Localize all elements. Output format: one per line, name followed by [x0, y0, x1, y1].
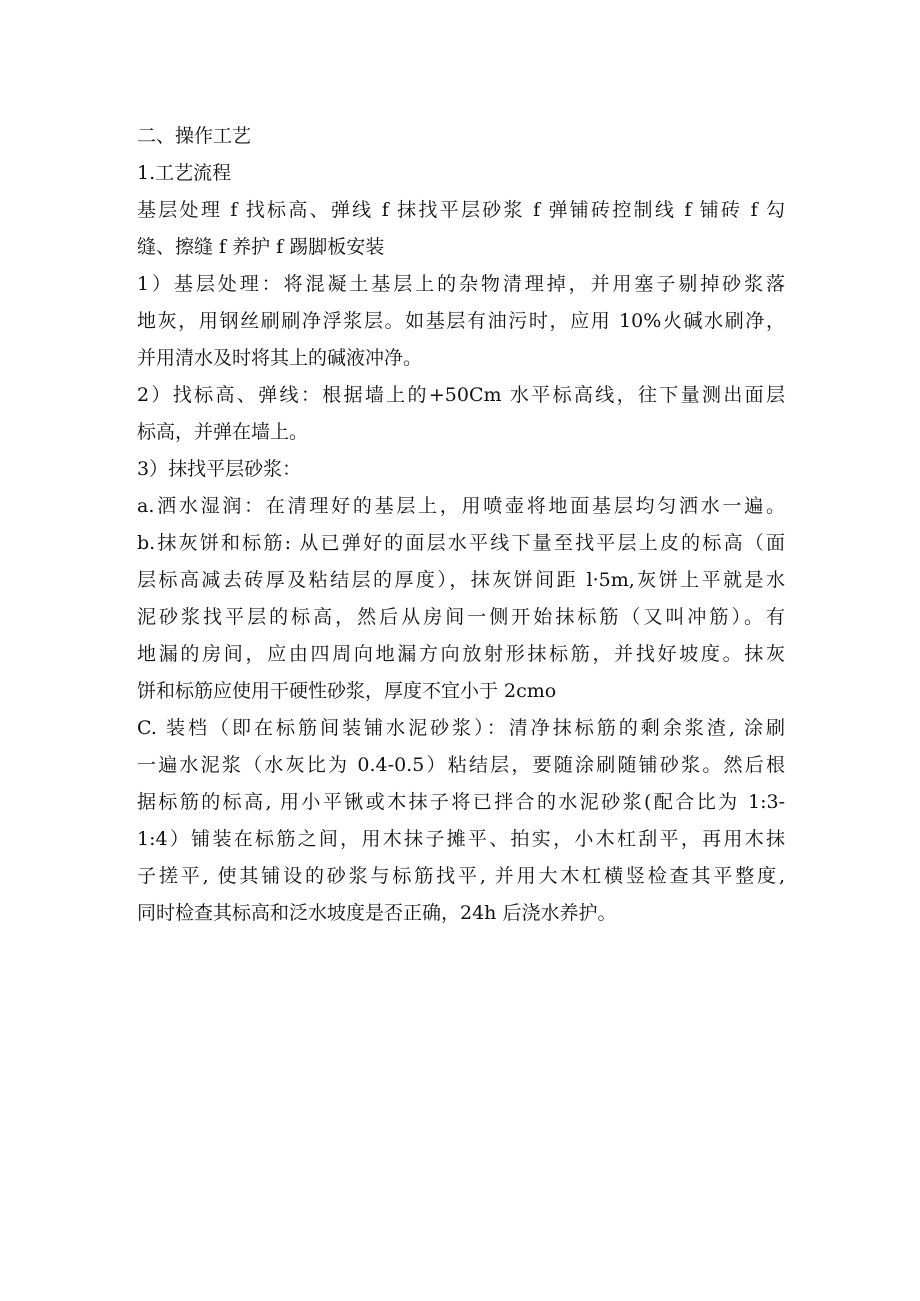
text-line: 并用清水及时将其上的碱液冲净。 — [137, 347, 423, 369]
text-line: 标高，并弹在墙上。 — [137, 421, 309, 443]
document-body — [137, 118, 785, 932]
text-line: 子搓平, 使其铺设的砂浆与标筋找平, 并用大木杠横竖检查其平整度, — [137, 865, 785, 887]
text-line: 泥砂浆找平层的标高，然后从房间一侧开始抹标筋（又叫冲筋）。有 — [137, 606, 785, 628]
text-line: 2）找标高、弹线：根据墙上的+50Cm 水平标高线，往下量测出面层 — [137, 384, 785, 406]
section-heading: 二、操作工艺 — [137, 125, 252, 147]
text-line: a.洒水湿润：在清理好的基层上，用喷壶将地面基层均匀洒水一遍。 — [137, 495, 785, 517]
text-line: b.抹灰饼和标筋: 从已弹好的面层水平线下量至找平层上皮的标高（面 — [137, 532, 785, 554]
text-line: C. 装档（即在标筋间装铺水泥砂浆）：清净抹标筋的剩余浆渣, 涂刷 — [137, 717, 785, 739]
text-line: 缝、擦缝 f 养护 f 踢脚板安装 — [137, 236, 385, 258]
text-line: 地灰，用钢丝刷刷净浮浆层。如基层有油污时，应用 10%火碱水刷净， — [137, 310, 785, 332]
text-line: 层标高减去砖厚及粘结层的厚度），抹灰饼间距 l·5m,灰饼上平就是水 — [137, 569, 785, 591]
text-line: 3）抹找平层砂浆： — [137, 458, 302, 480]
text-line: 地漏的房间，应由四周向地漏方向放射形抹标筋，并找好坡度。抹灰 — [137, 643, 785, 665]
text-line: 饼和标筋应使用干硬性砂浆，厚度不宜小于 2cmo — [137, 680, 557, 702]
text-line: 基层处理 f 找标高、弹线 f 抹找平层砂浆 f 弹铺砖控制线 f 铺砖 f 勾 — [137, 199, 785, 221]
subsection-heading: 1.工艺流程 — [137, 162, 232, 184]
text-line: 一遍水泥浆（水灰比为 0.4-0.5）粘结层，要随涂刷随铺砂浆。然后根 — [137, 754, 785, 776]
text-line: 1:4）铺装在标筋之间，用木抹子摊平、拍实，小木杠刮平，再用木抹 — [137, 828, 785, 850]
text-line: 1）基层处理：将混凝土基层上的杂物清理掉，并用塞子剔掉砂浆落 — [137, 273, 785, 295]
text-line: 据标筋的标高, 用小平锹或木抹子将已拌合的水泥砂浆(配合比为 1:3- — [137, 791, 785, 813]
text-line: 同时检查其标高和泛水坡度是否正确，24h 后浇水养护。 — [137, 902, 617, 924]
